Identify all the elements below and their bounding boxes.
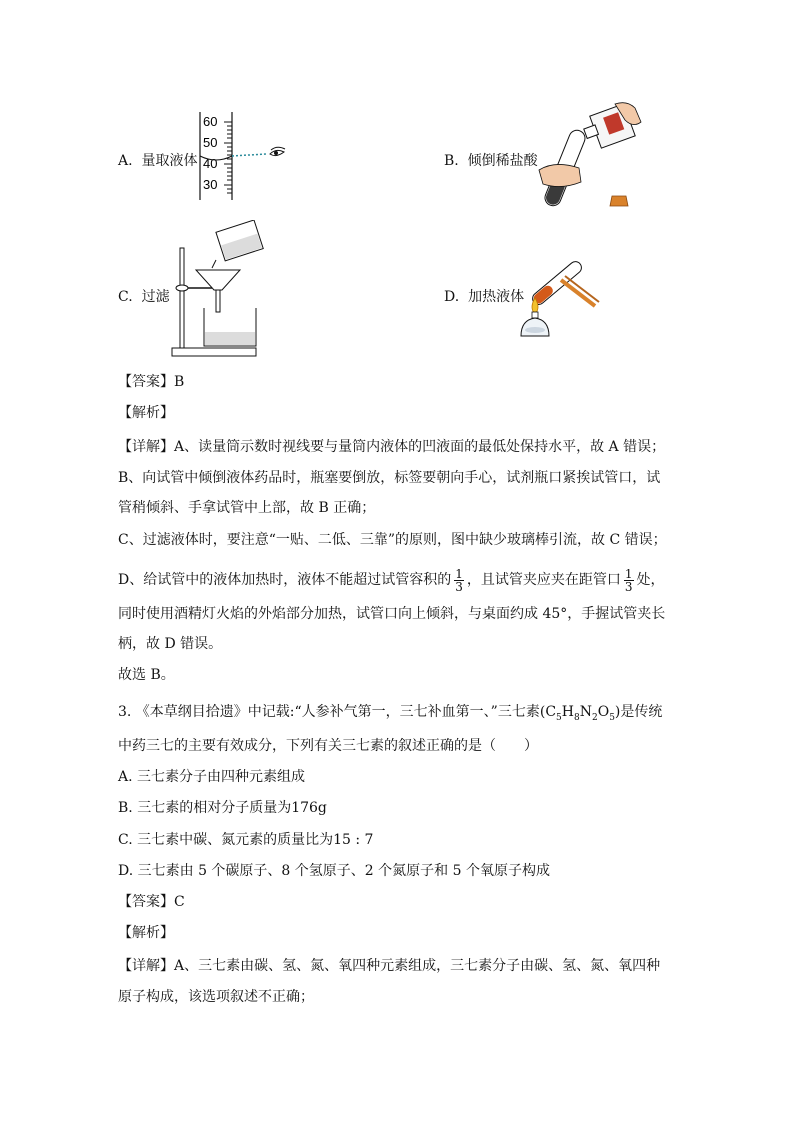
chemical-formula [545, 704, 615, 723]
option-b-label [444, 150, 538, 170]
formula-h: H [561, 704, 574, 720]
fraction-one-third-2 [624, 568, 634, 593]
q2-detail-line-6: 同时使用酒精灯火焰的外焰部分加热，试管口向上倾斜，与桌面约成 45°，手握试管夹长 [118, 606, 666, 622]
fraction-numerator-2: 1 [624, 566, 633, 581]
q3-option-c-value: 15 : 7 [333, 832, 374, 848]
hand-holding-icon [539, 164, 581, 186]
q2-detail-line-3: 管稍倾斜、手拿试管中上部，故 B 正确； [118, 500, 376, 516]
option-c-letter: C. [118, 289, 133, 305]
q2-line5-part-b: ，且试管夹应夹在距管口 [466, 572, 621, 588]
option-b-text: 倾倒稀盐酸 [467, 153, 538, 169]
q2-conclusion: 故选 B。 [118, 667, 175, 683]
stopper-icon [610, 196, 628, 206]
q2-detail-line-4: C、过滤液体时，要注意“一贴、二低、三靠”的原则，图中缺少玻璃棒引流，故 C 错误； [118, 532, 667, 548]
q3-option-c-text: C. 三七素中碳、氮元素的质量比为 [118, 832, 334, 848]
formula-o: O [597, 704, 610, 720]
eye-icon [270, 147, 285, 155]
q2-line5-part-a: D、给试管中的液体加热时，液体不能超过试管容积的 [118, 572, 452, 588]
formula-c-sub: 5 [556, 712, 562, 723]
formula-o-sub: 5 [609, 712, 615, 723]
scale-label-30: 30 [203, 177, 218, 192]
option-d-text: 加热液体 [468, 289, 525, 305]
heating-figure [515, 250, 605, 338]
q2-detail-line-2: B、向试管中倾倒液体药品时，瓶塞要倒放，标签要朝向手心，试剂瓶口紧挨试管口，试 [118, 470, 661, 486]
option-a-label [118, 150, 197, 170]
q2-detail-line-5 [118, 563, 665, 597]
scale-label-60: 60 [203, 114, 218, 129]
q3-stem-line-2: 中药三七的主要有效成分，下列有关三七素的叙述正确的是（ ） [118, 738, 538, 754]
filtration-figure [168, 220, 268, 362]
option-b-letter: B. [444, 153, 459, 169]
q3-stem-line-1 [118, 702, 662, 728]
fraction-numerator: 1 [455, 566, 463, 581]
q2-answer: 【答案】B [118, 374, 185, 390]
option-d-letter: D. [444, 289, 460, 305]
q3-analysis-title: 【解析】 [118, 925, 174, 941]
fraction-denominator-2: 3 [624, 579, 633, 594]
q3-stem-part-b: )是传统 [614, 704, 663, 720]
q2-line5-part-c: 处， [636, 572, 665, 588]
formula-n-sub: 2 [591, 712, 598, 723]
q3-option-b [118, 798, 327, 818]
q3-detail-line-2: 原子构成，该选项叙述不正确； [118, 989, 314, 1005]
q2-detail-line-1: 【详解】A、读量筒示数时视线要与量筒内液体的凹液面的最低处保持水平，故 A 错误； [118, 439, 666, 455]
q3-option-d: D. 三七素由 5 个碳原子、8 个氢原子、2 个氮原子和 5 个氧原子构成 [118, 863, 550, 879]
option-d-label [444, 286, 524, 306]
q3-detail-line-1: 【详解】A、三七素由碳、氢、氮、氧四种元素组成，三七素分子由碳、氢、氮、氧四种 [118, 958, 661, 974]
scale-label-40: 40 [203, 156, 218, 171]
scale-label-50: 50 [203, 135, 218, 150]
formula-h-sub: 8 [573, 712, 580, 723]
q2-detail-line-7: 柄，故 D 错误。 [118, 636, 223, 652]
fraction-denominator: 3 [455, 579, 463, 594]
option-c-label [118, 286, 170, 306]
option-a-text: 量取液体 [141, 153, 198, 169]
q3-answer: 【答案】C [118, 894, 185, 910]
formula-n: N [579, 704, 592, 720]
option-a-letter: A. [118, 153, 133, 169]
graduated-cylinder-figure [196, 110, 296, 202]
q2-analysis-title: 【解析】 [118, 405, 174, 421]
q3-option-b-text: B. 三七素的相对分子质量为 [118, 800, 292, 816]
q3-option-a: A. 三七素分子由四种元素组成 [118, 769, 306, 785]
fraction-one-third [454, 568, 464, 593]
formula-c: C [545, 704, 557, 720]
q3-stem-part-a: 3. 《本草纲目拾遗》中记载:“人参补气第一，三七补血第一、”三七素( [118, 704, 546, 720]
option-c-text: 过滤 [141, 289, 170, 305]
pouring-figure [535, 98, 645, 218]
q3-option-b-value: 176g [291, 800, 327, 816]
q3-option-c [118, 830, 373, 850]
